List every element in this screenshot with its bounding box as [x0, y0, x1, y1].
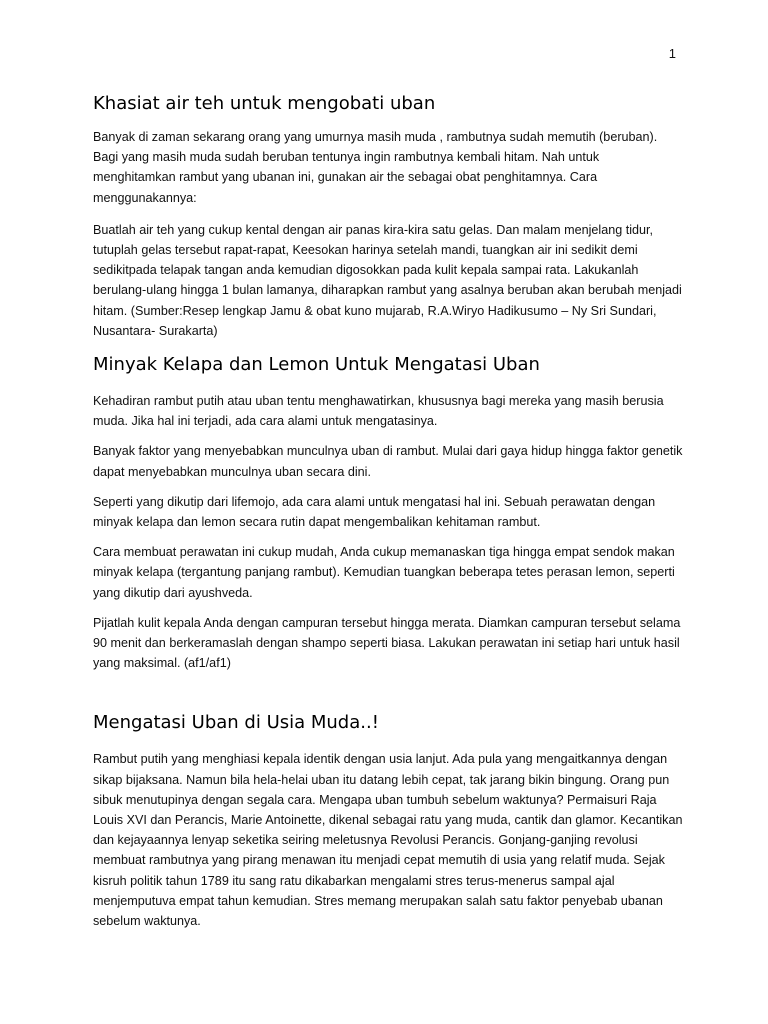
paragraph: Pijatlah kulit kepala Anda dengan campuran tersebut hingga merata. Diamkan campuran tersebut selama 90 menit dan berkeramaslah dengan shampo seperti biasa. Lakukan perawatan ini setiap hari untuk hasil yang maksimal. (af1/af1): [93, 615, 681, 671]
paragraph: Seperti yang dikutip dari lifemojo, ada cara alami untuk mengatasi hal ini. Sebuah perawatan dengan minyak kelapa dan lemon secara rutin dapat mengembalikan kehitaman rambut.: [93, 494, 656, 530]
paragraph: Banyak di zaman sekarang orang yang umurnya masih muda , rambutnya sudah memutih (beruban). Bagi yang masih muda sudah beruban tentunya ingin rambutnya kembali hitam. Nah untuk menghitamkan rambut yang ubanan ini, gunakan air the sebagai obat penghitamnya. Cara menggunakannya:: [93, 130, 658, 205]
section-heading: Mengatasi Uban di Usia Muda..!: [93, 712, 379, 734]
paragraph: Rambut putih yang menghiasi kepala identik dengan usia lanjut. Ada pula yang mengaitkannya dengan sikap bijaksana. Namun bila hela-helai uban itu datang lebih cepat, tak jarang bikin bingung. Orang pun sibuk menutupinya dengan segala cara. Mengapa uban tumbuh sebelum waktunya? Permaisuri Raja Louis XVI dan Perancis, Marie Antoinette, dikenal sebagai ratu yang muda, cantik dan glamor. Kecantikan dan kejayaannya lenyap seketika seiring meletusnya Revolusi Perancis. Gonjang-ganjing revolusi membuat rambutnya yang pirang menawan itu menjadi cepat memutih di usia yang relatif muda. Sejak kisruh politik tahun 1789 itu sang ratu dikabarkan mengalami stres terus-menerus sampal ajal menjemputuva empat tahun kemudian. Stres memang merupakan salah satu faktor penyebab ubanan sebelum waktunya.: [93, 752, 683, 929]
section-heading: Minyak Kelapa dan Lemon Untuk Mengatasi Uban: [93, 354, 540, 376]
page-number: 1: [668, 46, 676, 61]
section-heading: Khasiat air teh untuk mengobati uban: [93, 93, 436, 114]
paragraph: Cara membuat perawatan ini cukup mudah, Anda cukup memanaskan tiga hingga empat sendok makan minyak kelapa (tergantung panjang rambut). Kemudian tuangkan beberapa tetes perasan lemon, seperti yang dikutip dari ayushveda.: [93, 545, 675, 600]
paragraph: Banyak faktor yang menyebabkan munculnya uban di rambut. Mulai dari gaya hidup hingga faktor genetik dapat menyebabkan munculnya uban secara dini.: [93, 444, 683, 479]
paragraph: Buatlah air teh yang cukup kental dengan air panas kira-kira satu gelas. Dan malam menjelang tidur, tutuplah gelas tersebut rapat-rapat, Keesokan harinya setelah mandi, tuangkan air ini sedikit demi sedikitpada telapak tangan anda kemudian digosokkan pada kulit kepala sampai rata. Lakukanlah berulang-ulang hingga 1 bulan lamanya, diharapkan rambut yang asalnya beruban akan berubah menjadi hitam. (Sumber:Resep lengkap Jamu & obat kuno mujarab, R.A.Wiryo Hadikusumo – Ny Sri Sundari, Nusantara- Surakarta): [93, 222, 682, 338]
document-body: [93, 92, 683, 931]
paragraph: Kehadiran rambut putih atau uban tentu menghawatirkan, khususnya bagi mereka yang masih berusia muda. Jika hal ini terjadi, ada cara alami untuk mengatasinya.: [93, 394, 664, 429]
